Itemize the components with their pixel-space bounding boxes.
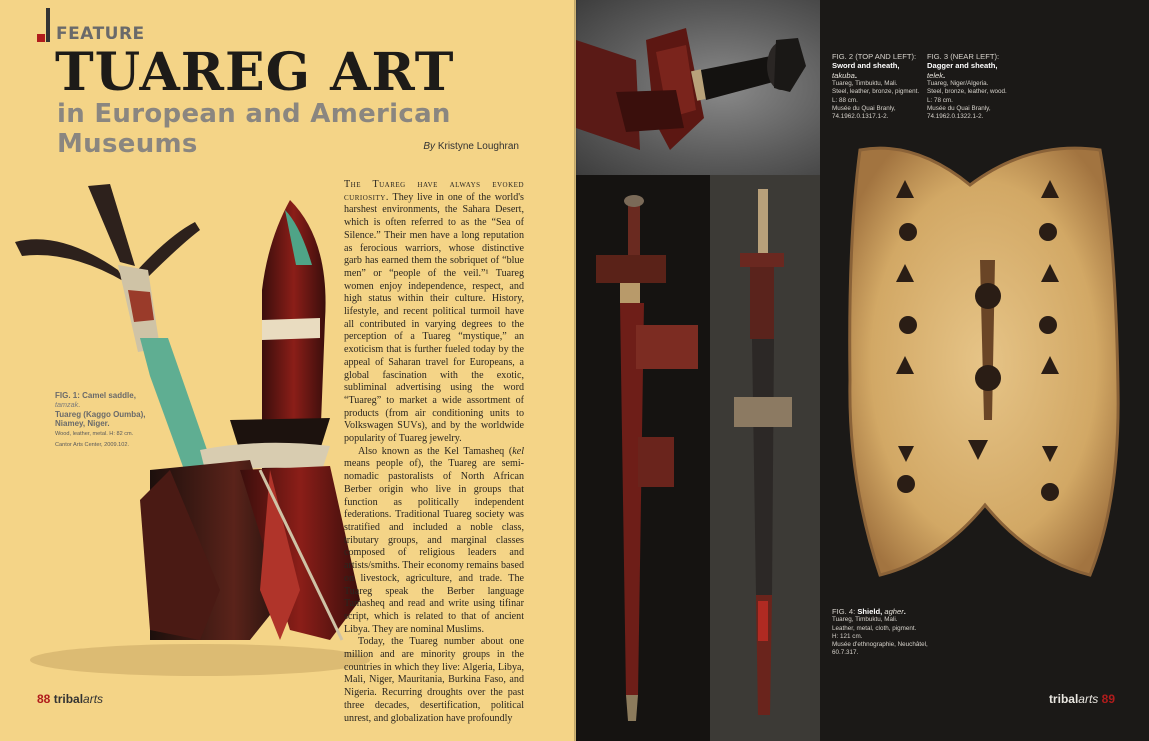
page-number-right-value: 89 xyxy=(1101,692,1115,706)
section-label: FEATURE xyxy=(56,24,145,44)
brand-right-b: arts xyxy=(1078,692,1099,706)
fig2-collection: Musée du Quai Branly, xyxy=(832,104,896,112)
lead-in: The Tuareg have always evoked curiosity. xyxy=(344,179,524,203)
fig2-native-name: takuba xyxy=(832,70,855,80)
sword-hilt-image xyxy=(576,0,820,175)
spread-gutter xyxy=(574,0,578,741)
fig4-materials: Leather, metal, cloth, pigment. xyxy=(832,624,917,632)
author-name: Kristyne Loughran xyxy=(437,141,519,152)
page-number-left-value: 88 xyxy=(37,692,51,706)
fig2-accession: 74.1962.0.1317.1-2. xyxy=(832,113,889,121)
fig4-native-punct: . xyxy=(903,607,906,616)
fig2-native-punct: . xyxy=(854,70,857,80)
fig3-materials: Steel, bronze, leather, wood. xyxy=(927,88,1007,96)
body-paragraph-1 xyxy=(344,179,524,446)
fig3-title: Dagger and sheath, xyxy=(927,61,998,71)
right-page xyxy=(576,0,1149,741)
page-number-left xyxy=(37,692,103,706)
fig4-accession: 60.7.317. xyxy=(832,649,859,657)
brand-logo-left xyxy=(54,692,103,706)
dagger-sheath-photo xyxy=(710,175,820,741)
fig3-accession: 74.1962.0.1322.1-2. xyxy=(927,113,984,121)
byline-prefix: By xyxy=(423,141,436,152)
fig4-collection: Musée d'ethnographie, Neuchâtel, xyxy=(832,641,928,649)
fig1-label: FIG. 1: xyxy=(55,391,80,400)
fig3-size: L: 78 cm. xyxy=(927,96,953,104)
fig3-collection: Musée du Quai Branly, xyxy=(927,104,991,112)
article-title: TUAREG ART xyxy=(55,42,455,103)
fig1-title: Camel saddle, xyxy=(79,391,136,400)
sword-sheath-photo xyxy=(576,175,710,741)
fig1-culture: Tuareg (Kaggo Oumba), Niamey, Niger. xyxy=(55,409,146,428)
fig2-size: L: 88 cm. xyxy=(832,96,858,104)
dagger-image xyxy=(710,175,820,741)
paragraph-2-text-a: Also known as the Kel Tamasheq ( xyxy=(358,445,513,457)
fig1-native-name: tamzak xyxy=(55,400,79,410)
fig1-native-punct: . xyxy=(78,400,81,410)
fig1-collection: Cantor Arts Center, 2009.102. xyxy=(55,441,130,448)
body-paragraph-3 xyxy=(344,636,524,725)
fig2-culture: Tuareg, Timbuktu, Mali. xyxy=(832,80,898,88)
paragraph-1-text: They live in one of the world's harshest environments, the Sahara Desert, which is often referred to as the “Sea of Silence.” Their men have a long reputation as ferocious warriors, whose distinctive garb has earned them the sobriquet of “blue men” or “people of the veil.”¹ Tuareg women enjoy independence, respect, and high status within their culture. History, lifestyle, and recent political turmoil have all contributed in varying degrees to the perception of a Tuareg “mystique,” an exoticism that is further fueled today by the appeal of Saharan travel for Europeans, a global fascination with the exotic, subliminal advertising using the word “Tuareg” to market a wide assortment of products (from air conditioning units to Volkswagen SUVs), and by the worldwide popularity of Tuareg jewelry. xyxy=(344,191,524,445)
fig3-label: FIG. 3 (NEAR LEFT): xyxy=(927,52,1000,61)
fig4-label: FIG. 4: xyxy=(832,607,856,616)
sword-image xyxy=(576,175,710,741)
caption-fig4 xyxy=(832,607,952,657)
kel-term: kel xyxy=(512,445,524,457)
brand-logo-right xyxy=(1049,692,1098,706)
fig2-materials: Steel, leather, bronze, pigment. xyxy=(832,88,920,96)
fig4-title: Shield, xyxy=(855,607,883,616)
caption-fig1 xyxy=(55,391,165,449)
fig2-label: FIG. 2 (TOP AND LEFT): xyxy=(832,52,917,61)
fig1-materials: Wood, leather, metal. H: 82 cm. xyxy=(55,431,134,438)
paragraph-3-text: Today, the Tuareg number about one million and are minority groups in the countries in which they live: Algeria, Libya, Mali, Niger, Mauritania, Burkina Faso, and Nigeria. Recurring droughts over the past three decades, desertification, political unrest, and globalization have profoundly xyxy=(344,636,524,724)
caption-fig2 xyxy=(832,52,922,121)
fig4-size: H: 121 cm. xyxy=(832,632,863,640)
body-paragraph-2 xyxy=(344,446,524,637)
fig2-title: Sword and sheath, xyxy=(832,61,900,71)
fig3-native-punct: . xyxy=(943,70,946,80)
paragraph-2-text-b: means people of), the Tuareg are semi-nomadic pastoralists of North African Berber origin who live in groups that function as politically independent federations. Traditional Tuareg society was stratified and included a noble class, tributary groups, and marginal classes composed of religious leaders and artists/smiths. Their economy remains based on livestock, agriculture, and trade. The Tuareg speak the Berber language Tamasheq and read and write using tifinar script, which is related to that of ancient Libya. They are nominal Muslims. xyxy=(344,458,524,635)
byline xyxy=(423,141,519,152)
article-subtitle: in European and American Museums xyxy=(57,99,451,159)
fig3-native-name: telek xyxy=(927,70,944,80)
brand-left-a: tribal xyxy=(53,692,84,706)
feature-marker-icon xyxy=(37,8,51,41)
fig3-culture: Tuareg, Niger/Algeria. xyxy=(927,80,989,88)
sword-hilt-photo xyxy=(576,0,820,175)
fig4-culture: Tuareg, Timbuktu, Mali. xyxy=(832,616,898,624)
fig4-native-name: agher xyxy=(884,607,904,616)
article-body xyxy=(344,179,524,725)
page-number-right xyxy=(1049,692,1115,706)
brand-left-b: arts xyxy=(83,692,104,706)
caption-fig3 xyxy=(927,52,1017,121)
brand-right-a: tribal xyxy=(1048,692,1079,706)
